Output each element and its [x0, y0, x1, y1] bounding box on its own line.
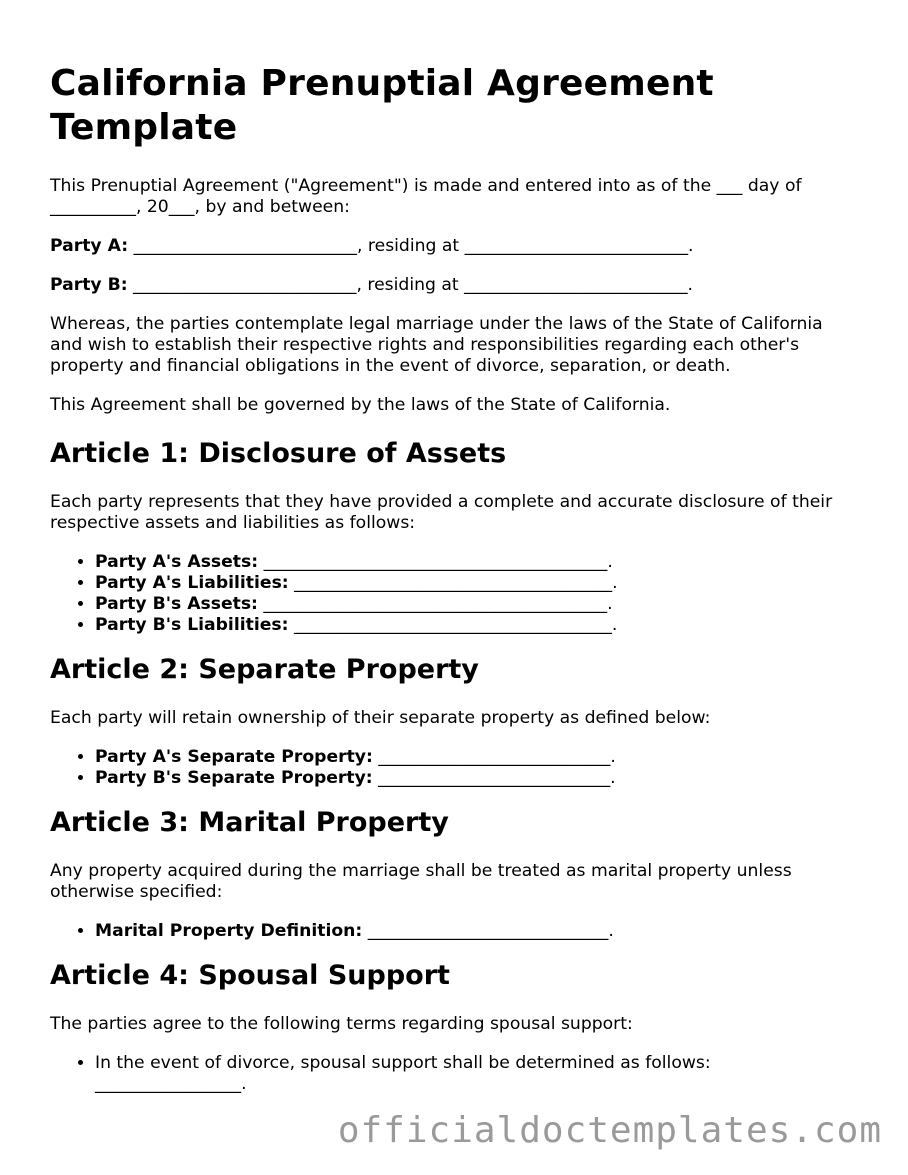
article-4-heading: Article 4: Spousal Support [50, 960, 450, 991]
list-item-label: Party A's Liabilities: [95, 573, 289, 593]
list-item-blank: ________________________________________. [257, 594, 613, 614]
list-item: • In the event of divorce, spousal support shall be determined as follows: _________________. [95, 1053, 860, 1095]
article-1-text: Each party represents that they have provided a complete and accurate disclosure of their respective assets and liabilities as follows: [50, 492, 833, 533]
document-page [50, 62, 860, 1113]
party-b-blank: __________________________, residing at __________________________. [127, 275, 694, 295]
list-item-blank: _____________________________________. [288, 573, 618, 593]
list-item-blank: ___________________________. [372, 747, 616, 767]
list-item [95, 552, 860, 573]
article-3-list [50, 921, 860, 942]
party-b-line [50, 275, 860, 296]
article-1-list [50, 552, 860, 636]
party-a-label: Party A: [50, 236, 129, 256]
party-a-line [50, 236, 860, 257]
list-item-label: Party B's Separate Property: [95, 768, 373, 788]
list-item-blank: _____________________________________. [288, 615, 618, 635]
list-item [95, 768, 860, 789]
article-2-text: Each party will retain ownership of their separate property as defined below: [50, 708, 711, 728]
article-1-heading: Article 1: Disclosure of Assets [50, 438, 507, 469]
list-item-blank: ________________________________________. [258, 552, 613, 572]
list-item-label: Party A's Separate Property: [95, 747, 373, 767]
list-item [95, 615, 860, 636]
article-4-list [50, 1053, 860, 1095]
party-b-label: Party B: [50, 275, 128, 295]
whereas-paragraph: Whereas, the parties contemplate legal marriage under the laws of the State of California and wish to establish their respective rights and responsibilities regarding each other's property and financial obligations in the event of divorce, separation, or death. [50, 314, 823, 376]
list-item-label: Party B's Assets: [95, 594, 258, 614]
list-item-label: Marital Property Definition: [95, 921, 363, 941]
article-2-list [50, 747, 860, 789]
article-2-heading: Article 2: Separate Property [50, 654, 479, 685]
list-item [95, 921, 860, 942]
watermark-text: officialdoctemplates.com [337, 1110, 882, 1151]
list-item-blank: ___________________________. [372, 768, 616, 788]
list-item [95, 594, 860, 615]
list-item-label: Party A's Assets: [95, 552, 259, 572]
governing-law-paragraph: This Agreement shall be governed by the laws of the State of California. [50, 395, 671, 415]
intro-paragraph: This Prenuptial Agreement ("Agreement") is made and entered into as of the ___ day of __________, 20___, by and between: [50, 176, 802, 217]
article-3-text: Any property acquired during the marriage shall be treated as marital property unless otherwise specified: [50, 861, 792, 902]
document-title: California Prenuptial Agreement Template [50, 63, 714, 148]
party-a-blank: __________________________, residing at __________________________. [128, 236, 694, 256]
list-item [95, 573, 860, 594]
list-item [95, 747, 860, 768]
article-4-text: The parties agree to the following terms regarding spousal support: [50, 1014, 633, 1034]
list-item-label: Party B's Liabilities: [95, 615, 289, 635]
article-3-heading: Article 3: Marital Property [50, 807, 449, 838]
list-item-blank: ____________________________. [362, 921, 614, 941]
